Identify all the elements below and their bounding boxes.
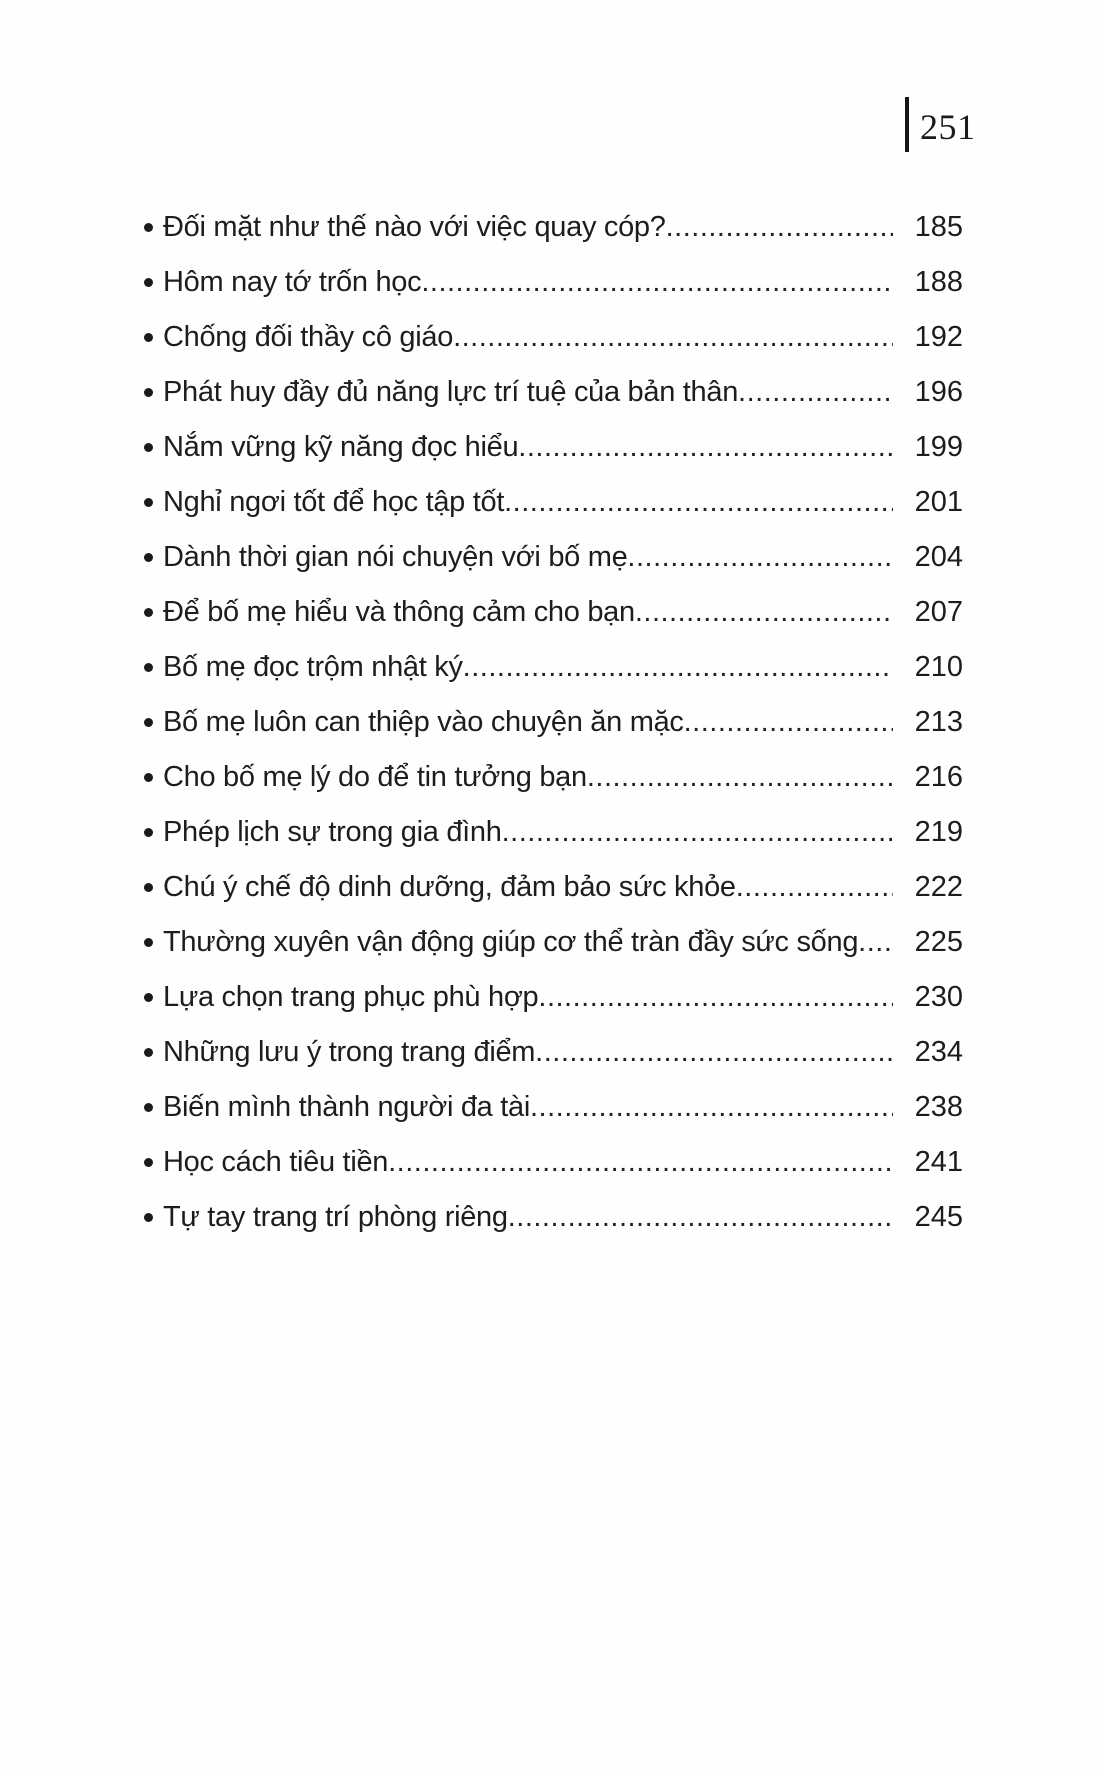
- dot-leader: [684, 695, 893, 750]
- toc-entry: [143, 860, 963, 915]
- toc-entry-page: 196: [914, 376, 963, 408]
- table-of-contents: [143, 200, 963, 1245]
- bullet-icon: [144, 828, 153, 837]
- toc-entry-title: Phép lịch sự trong gia đình: [163, 816, 502, 848]
- toc-entry-page: 199: [914, 431, 963, 463]
- page-number: 251: [920, 107, 976, 147]
- toc-entry-title: Phát huy đầy đủ năng lực trí tuệ của bản thân: [163, 376, 739, 408]
- toc-entry-title: Những lưu ý trong trang điểm: [163, 1036, 536, 1068]
- toc-entry: [143, 695, 963, 750]
- toc-entry-title: Để bố mẹ hiểu và thông cảm cho bạn: [163, 596, 635, 628]
- dot-leader: [518, 420, 893, 475]
- page-header: [905, 97, 976, 152]
- folio-rule: [905, 97, 909, 152]
- toc-entry: [143, 750, 963, 805]
- toc-entry-page: 188: [914, 266, 963, 298]
- toc-entry-page: 210: [914, 651, 963, 683]
- toc-entry-page: 241: [914, 1146, 963, 1178]
- toc-entry-page: 204: [914, 541, 963, 573]
- dot-leader: [738, 365, 893, 420]
- toc-entry: [143, 1080, 963, 1135]
- toc-entry-title: Biến mình thành người đa tài: [163, 1091, 530, 1123]
- toc-entry: [143, 310, 963, 365]
- toc-entry-page: 207: [914, 596, 963, 628]
- bullet-icon: [144, 278, 153, 287]
- bullet-icon: [144, 333, 153, 342]
- bullet-icon: [144, 1048, 153, 1057]
- bullet-icon: [144, 938, 153, 947]
- toc-entry: [143, 365, 963, 420]
- toc-entry-page: 225: [914, 926, 963, 958]
- toc-entry-title: Cho bố mẹ lý do để tin tưởng bạn: [163, 761, 587, 793]
- toc-entry: [143, 805, 963, 860]
- toc-entry-title: Chú ý chế độ dinh dưỡng, đảm bảo sức khỏe: [163, 871, 736, 903]
- toc-entry: [143, 475, 963, 530]
- toc-entry-title: Nghỉ ngơi tốt để học tập tốt: [163, 486, 505, 518]
- dot-leader: [530, 1080, 893, 1135]
- dot-leader: [421, 255, 893, 310]
- toc-entry-page: 216: [914, 761, 963, 793]
- toc-entry-title: Chống đối thầy cô giáo: [163, 321, 454, 353]
- toc-entry-title: Hôm nay tớ trốn học: [163, 266, 422, 298]
- toc-entry-page: 234: [914, 1036, 963, 1068]
- bullet-icon: [144, 663, 153, 672]
- toc-entry-page: 192: [914, 321, 963, 353]
- toc-entry-page: 201: [914, 486, 963, 518]
- toc-entry-page: 230: [914, 981, 963, 1013]
- bullet-icon: [144, 1158, 153, 1167]
- toc-entry-title: Bố mẹ đọc trộm nhật ký: [163, 651, 463, 683]
- dot-leader: [508, 1190, 893, 1245]
- toc-entry-title: Tự tay trang trí phòng riêng: [163, 1201, 508, 1233]
- toc-entry: [143, 530, 963, 585]
- dot-leader: [858, 915, 893, 970]
- toc-entry-page: 245: [914, 1201, 963, 1233]
- bullet-icon: [144, 223, 153, 232]
- toc-entry: [143, 585, 963, 640]
- toc-entry: [143, 1025, 963, 1080]
- dot-leader: [463, 640, 893, 695]
- dot-leader: [453, 310, 893, 365]
- toc-entry-title: Nắm vững kỹ năng đọc hiểu: [163, 431, 519, 463]
- toc-entry-page: 222: [914, 871, 963, 903]
- bullet-icon: [144, 883, 153, 892]
- toc-entry: [143, 970, 963, 1025]
- toc-entry-page: 185: [914, 211, 963, 243]
- bullet-icon: [144, 388, 153, 397]
- bullet-icon: [144, 443, 153, 452]
- toc-entry-title: Thường xuyên vận động giúp cơ thể tràn đầy sức sống: [163, 926, 859, 958]
- dot-leader: [535, 1025, 893, 1080]
- toc-entry-title: Bố mẹ luôn can thiệp vào chuyện ăn mặc: [163, 706, 684, 738]
- bullet-icon: [144, 993, 153, 1002]
- toc-entry-title: Học cách tiêu tiền: [163, 1146, 389, 1178]
- toc-entry: [143, 255, 963, 310]
- dot-leader: [635, 585, 893, 640]
- toc-entry: [143, 420, 963, 475]
- bullet-icon: [144, 553, 153, 562]
- bullet-icon: [144, 773, 153, 782]
- toc-entry: [143, 200, 963, 255]
- dot-leader: [587, 750, 893, 805]
- bullet-icon: [144, 608, 153, 617]
- toc-entry-title: Dành thời gian nói chuyện với bố mẹ: [163, 541, 628, 573]
- dot-leader: [504, 475, 893, 530]
- dot-leader: [627, 530, 893, 585]
- bullet-icon: [144, 718, 153, 727]
- dot-leader: [666, 200, 893, 255]
- toc-entry-title: Đối mặt như thế nào với việc quay cóp?: [163, 211, 666, 243]
- bullet-icon: [144, 1103, 153, 1112]
- bullet-icon: [144, 1213, 153, 1222]
- toc-entry: [143, 1135, 963, 1190]
- dot-leader: [388, 1135, 893, 1190]
- toc-entry-page: 238: [914, 1091, 963, 1123]
- bullet-icon: [144, 498, 153, 507]
- toc-entry: [143, 915, 963, 970]
- dot-leader: [502, 805, 893, 860]
- toc-entry-page: 213: [914, 706, 963, 738]
- toc-entry-title: Lựa chọn trang phục phù hợp: [163, 981, 539, 1013]
- toc-entry: [143, 640, 963, 695]
- dot-leader: [538, 970, 893, 1025]
- toc-entry: [143, 1190, 963, 1245]
- dot-leader: [736, 860, 893, 915]
- toc-entry-page: 219: [914, 816, 963, 848]
